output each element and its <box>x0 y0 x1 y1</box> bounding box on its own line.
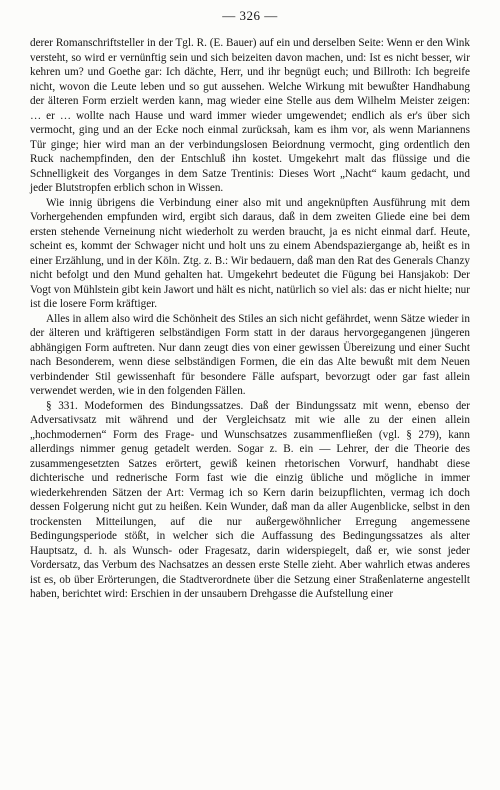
paragraph: derer Romanschriftsteller in der Tgl. R. (E. Bauer) auf ein und derselben Seite: Wenn er den Wink versteht, so wird er vernünftig sein und sich beizeiten davon machen, und: Ist es nicht besser, wir kehren um? und Goethe gar: Ich dächte, Herr, und ihr begnügt euch; und Billroth: Ich begreife nicht, wovon die Leute leben und so gut aussehen. Welche Wirkung mit bewußter Handhabung der älteren Form erzielt werden kann, mag wieder eine Stelle aus dem Wilhelm Meister zeigen: … er … wollte nach Hause und ward immer wieder umgewendet; endlich als er's über sich vermocht, ging und an der Ecke noch einmal zurücksah, kam es ihm vor, als wenn Mariannens Tür ginge; hier wird man an der verbindungslosen Beiordnung vermocht, ging ordentlich den Ruck nachempfinden, den der Entschluß ihn kostet. Umgekehrt malt das flüssige und die Schnelligkeit des Vorganges in dem Satze Trentinis: Dieses Wort „Nacht“ kaum gedacht, und jeder Blutstropfen erblich schon in Wissen. <box>30 37 470 194</box>
section-paragraph: § 331. Modeformen des Bindungssatzes. Daß der Bindungssatz mit wenn, ebenso der Adversativsatz mit während und der Vergleichsatz mit wie alle zu der einen allein „hochmodernen“ Form des Frage- und Wunschsatzes zusammenfließen (vgl. § 279), kann allerdings nimmer genug getadelt werden. Sogar z. B. ein — Lehrer, der die Theorie des zusammengesetzten Satzes erörtert, gewiß keinen rhetorischen Vorwurf, handhabt diese dichterische und rednerische Form fast wie die einzig übliche und mögliche in immer wiederkehrenden Sätzen der Art: Vermag ich so Kern darin beizupflichten, vermag ich doch dessen Folgerung nicht gut zu heißen. Kein Wunder, daß man da aller Augenblicke, selbst in den trockensten Mitteilungen, auf die nur außergewöhnlicher Erregung angemessene Bedingungsperiode stößt, in welcher sich die Auffassung des Bedingungssatzes als alter Hauptsatz, d. h. als Wunsch- oder Fragesatz, darin widerspiegelt, daß er, wie sonst jeder Vordersatz, das Verbum des Nachsatzes an dessen erste Stelle zieht. Aber wahrlich etwas anderes ist es, ob über Erörterungen, die Stadtverordnete über die Setzung einer Straßenlaterne angestellt haben, berichtet wird: Erschien in der unsaubern Drehgasse die Aufstellung einer <box>30 399 470 600</box>
page-body <box>30 36 470 602</box>
paragraph: Wie innig übrigens die Verbindung einer also mit und angeknüpften Ausführung mit dem Vorhergehenden empfunden wird, ergibt sich daraus, daß in dem zweiten Gliede eine bei dem ersten stehende Verneinung nicht wiederholt zu werden braucht, ja es nicht einmal darf. Heute, scheint es, kommt der Schwager nicht und holt uns zu einem Abendspaziergange ab, heißt es in einer Erzählung, und in der Köln. Ztg. z. B.: Wir bedauern, daß man den Rat des Generals Chanzy nicht befolgt und den Mund gehalten hat. Umgekehrt bedeutet die Fügung bei Hansjakob: Der Vogt von Mühlstein gibt kein Jawort und hält es nicht, natürlich so viel als: das er nicht hielte; nur ist die losere Form kräftiger. <box>30 196 470 310</box>
page-number: — 326 — <box>222 8 278 23</box>
paragraph: Alles in allem also wird die Schönheit des Stiles an sich nicht gefährdet, wenn Sätze wieder in der älteren und kräftigeren selbständigen Form statt in der daraus hervorgegangenen jüngeren abhängigen Form auftreten. Nur dann zeugt dies von einer gewissen Übereizung und einer Sucht nach Besonderem, wenn diese selbständigen Formen, die ein das Alte bewußt mit dem Neuen verbindender Stil gewissenhaft für besondere Fälle aufspart, bevorzugt oder gar fast allein verwendet werden, wie in den folgenden Fällen. <box>30 312 470 397</box>
